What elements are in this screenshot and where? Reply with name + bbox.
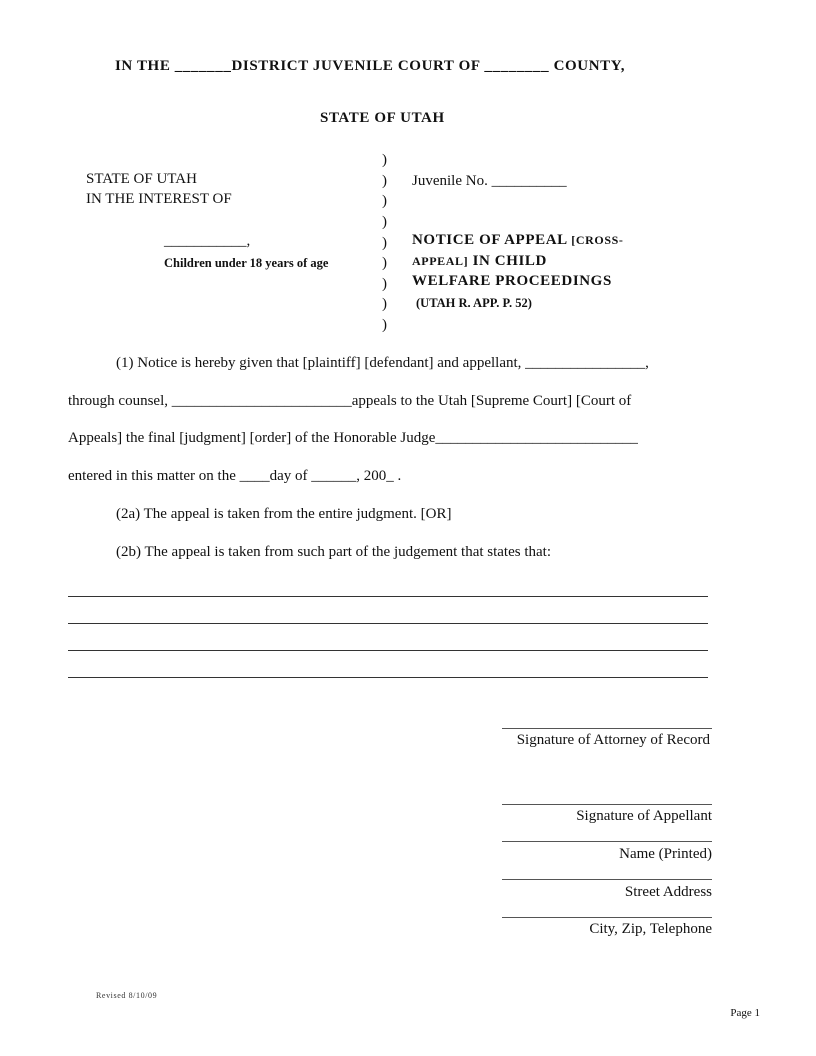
appellant-signature-label: Signature of Appellant	[576, 808, 712, 824]
name-printed-label: Name (Printed)	[619, 846, 712, 862]
caption-paren: )	[382, 276, 387, 292]
blank-line	[68, 623, 708, 624]
notice-title-line-3: WELFARE PROCEEDINGS	[412, 273, 612, 289]
court-heading: IN THE _______DISTRICT JUVENILE COURT OF ________ COUNTY,	[115, 58, 626, 74]
revision-date: Revised 8/10/09	[96, 991, 158, 1000]
child-name-blank: ___________,	[164, 233, 251, 249]
attorney-signature-label: Signature of Attorney of Record	[516, 732, 710, 748]
caption-paren: )	[382, 296, 387, 312]
page-number: Page 1	[730, 1007, 760, 1019]
notice-title-line-1	[412, 232, 623, 249]
juvenile-number: Juvenile No. __________	[412, 173, 567, 189]
caption-paren: )	[382, 173, 387, 189]
paragraph-1-line-3: Appeals] the final [judgment] [order] of the Honorable Judge___________________________	[68, 430, 638, 446]
notice-title-main: NOTICE OF APPEAL	[412, 232, 567, 248]
state-heading: STATE OF UTAH	[320, 110, 445, 126]
caption-interest-of: IN THE INTEREST OF	[86, 191, 232, 207]
children-label: Children under 18 years of age	[164, 256, 329, 270]
signature-line	[502, 879, 712, 880]
caption-paren: )	[382, 235, 387, 251]
notice-title-appeal: APPEAL]	[412, 254, 469, 268]
caption-paren: )	[382, 152, 387, 168]
paragraph-1-line-2: through counsel, ________________________appeals to the Utah [Supreme Court] [Court of	[68, 393, 632, 409]
blank-line	[68, 677, 708, 678]
caption-paren: )	[382, 214, 387, 230]
blank-line	[68, 596, 708, 597]
paragraph-2a: (2a) The appeal is taken from the entire judgment. [OR]	[116, 506, 452, 522]
rule-citation: (UTAH R. APP. P. 52)	[416, 296, 532, 310]
caption-paren: )	[382, 317, 387, 333]
caption-paren: )	[382, 193, 387, 209]
city-zip-telephone-label: City, Zip, Telephone	[589, 921, 712, 937]
caption-paren: )	[382, 255, 387, 271]
signature-line	[502, 728, 712, 729]
signature-line	[502, 804, 712, 805]
street-address-label: Street Address	[624, 884, 712, 900]
blank-line	[68, 650, 708, 651]
signature-line	[502, 917, 712, 918]
paragraph-1-line-4: entered in this matter on the ____day of ______, 200_ .	[68, 468, 402, 484]
signature-line	[502, 841, 712, 842]
notice-title-cross: [CROSS-	[571, 233, 624, 247]
caption-state: STATE OF UTAH	[86, 171, 197, 187]
paragraph-1-line-1: (1) Notice is hereby given that [plaintiff] [defendant] and appellant, ________________,	[116, 355, 649, 371]
notice-title-child: IN CHILD	[472, 253, 547, 269]
paragraph-2b: (2b) The appeal is taken from such part of the judgement that states that:	[116, 544, 552, 560]
notice-title-line-2	[412, 253, 547, 270]
